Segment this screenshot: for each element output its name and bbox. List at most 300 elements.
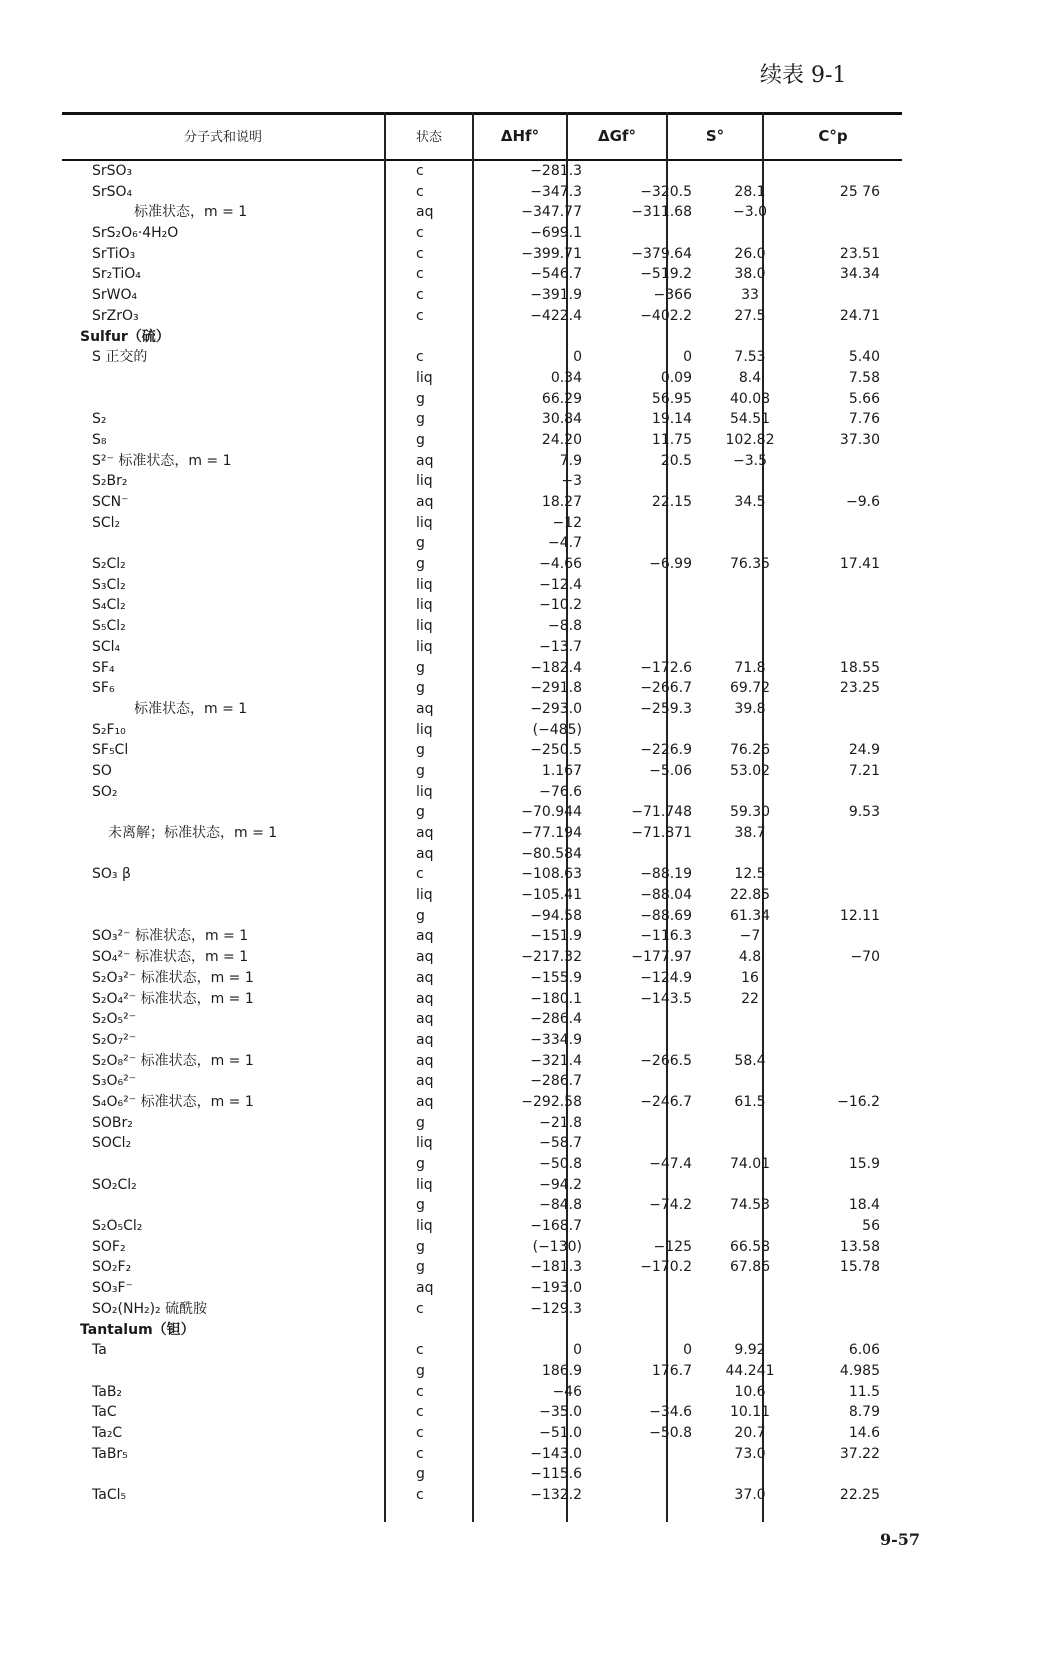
cell-cp: 5.66: [848, 390, 880, 407]
cell-name: TaB₂: [92, 1383, 123, 1400]
cell-name: SO₂: [92, 783, 118, 800]
cell-dg: −88.04: [640, 887, 692, 904]
cell-cp: 25 76: [839, 183, 880, 200]
cell-name: Ta: [92, 1342, 107, 1359]
cell-dh: −76.6: [539, 783, 582, 800]
cell-dh: −546.7: [530, 266, 582, 283]
cell-dh: −321.4: [530, 1052, 582, 1069]
header-s: S°: [705, 126, 725, 145]
cell-dh: −46: [552, 1383, 582, 1400]
table-row: [62, 823, 902, 844]
cell-state: liq: [416, 1176, 433, 1193]
cell-dg: −177.97: [631, 949, 692, 966]
cell-dh: −94.2: [539, 1176, 582, 1193]
cell-dh: −13.7: [539, 638, 582, 655]
cell-state: g: [416, 804, 425, 821]
cell-cp: 56: [862, 1218, 880, 1235]
table-row: [62, 1071, 902, 1092]
table-row: [62, 968, 902, 989]
cell-s: 7.53: [734, 349, 766, 366]
cell-state: liq: [416, 1218, 433, 1235]
cell-dg: −519.2: [640, 266, 692, 283]
cell-dg: −71.871: [631, 825, 692, 841]
cell-state: liq: [416, 369, 433, 386]
cell-s: 12.5: [734, 866, 766, 883]
table-row: [62, 368, 902, 389]
cell-dg: −320.5: [640, 183, 692, 200]
cell-dh: 186.9: [541, 1362, 582, 1379]
table-row: [62, 244, 902, 265]
cell-dg: 0: [683, 349, 692, 366]
cell-state: g: [416, 390, 425, 407]
table-row: [62, 1361, 902, 1382]
cell-s: 71.8: [734, 659, 766, 676]
table-row: [62, 1299, 902, 1320]
cell-state: liq: [416, 576, 433, 593]
table-row: [62, 616, 902, 637]
cell-name: S₄O₆²⁻ 标准状态，m = 1: [92, 1093, 254, 1110]
cell-name: SCl₂: [92, 514, 121, 531]
cell-dh: −94.58: [530, 907, 582, 924]
cell-state: c: [416, 1424, 424, 1441]
cell-dh: 30.84: [541, 411, 582, 428]
cell-dh: −108.63: [521, 866, 582, 883]
cell-s: 20.7: [734, 1424, 766, 1441]
cell-dg: 0: [683, 1342, 692, 1359]
cell-cp: −16.2: [837, 1093, 880, 1110]
cell-name: TaC: [92, 1404, 117, 1421]
cell-state: aq: [416, 1280, 434, 1297]
table-row: [62, 161, 902, 182]
cell-name: SO₃ β: [92, 866, 131, 883]
cell-dh: −281.3: [530, 163, 582, 179]
cell-cp: 7.76: [848, 411, 880, 428]
cell-state: aq: [416, 825, 434, 841]
cell-name: SrWO₄: [92, 287, 138, 304]
cell-dh: −58.7: [539, 1135, 582, 1152]
cell-dh: 24.20: [541, 431, 582, 448]
cell-state: liq: [416, 618, 433, 635]
table-row: [62, 1009, 902, 1030]
cell-state: aq: [416, 1031, 434, 1048]
table-row: [62, 761, 902, 782]
cell-state: c: [416, 1445, 424, 1462]
table-row: [62, 844, 902, 865]
cell-cp: 11.5: [848, 1383, 880, 1400]
cell-cp: 23.51: [839, 245, 880, 262]
cell-state: g: [416, 431, 425, 448]
table-row: [62, 1154, 902, 1175]
cell-name: SO₂Cl₂: [92, 1176, 137, 1193]
cell-dh: 1.167: [541, 762, 582, 779]
cell-dh: −155.9: [530, 969, 582, 986]
table-row: [62, 451, 902, 472]
cell-s: 10.6: [734, 1383, 766, 1400]
table-row: [62, 926, 902, 947]
cell-name: S₂F₁₀: [92, 721, 126, 738]
cell-dh: −182.4: [530, 659, 582, 676]
cell-dh: −3: [561, 473, 582, 490]
cell-state: c: [416, 266, 424, 283]
cell-name: SO₃F⁻: [92, 1280, 133, 1297]
table-row: [62, 1340, 902, 1361]
table-row: [62, 947, 902, 968]
cell-cp: 37.22: [839, 1445, 880, 1462]
cell-state: g: [416, 411, 425, 428]
cell-dg: 11.75: [651, 431, 692, 448]
cell-cp: −9.6: [846, 494, 880, 510]
cell-state: liq: [416, 783, 433, 800]
cell-s: 22.85: [729, 887, 771, 904]
cell-cp: 9.53: [848, 804, 880, 821]
cell-cp: 24.9: [848, 742, 880, 759]
cell-s: 74.53: [729, 1197, 771, 1214]
cell-name: S₂Cl₂: [92, 556, 126, 573]
cell-dh: −422.4: [530, 307, 582, 324]
cell-dh: −347.3: [530, 183, 582, 200]
table-row: [62, 1402, 902, 1423]
cell-cp: 7.21: [848, 762, 880, 779]
cell-state: aq: [416, 1011, 434, 1028]
cell-state: c: [416, 1487, 424, 1503]
table-row: [62, 637, 902, 658]
cell-dg: 0.09: [660, 369, 692, 386]
cell-cp: 8.79: [848, 1404, 880, 1421]
cell-state: c: [416, 1300, 424, 1317]
cell-dh: −70.944: [521, 804, 582, 821]
cell-cp: 37.30: [839, 431, 880, 448]
cell-state: liq: [416, 473, 433, 490]
cell-s: 44.241: [725, 1362, 775, 1379]
cell-cp: 12.11: [839, 907, 880, 924]
cell-dh: −12: [552, 514, 582, 531]
cell-dh: 0: [573, 1342, 582, 1359]
cell-state: g: [416, 1197, 425, 1214]
cell-state: liq: [416, 721, 433, 738]
cell-s: 102.82: [725, 431, 775, 448]
cell-s: 33: [741, 287, 759, 304]
cell-name: S₃Cl₂: [92, 576, 126, 593]
cell-name: SO₃²⁻ 标准状态，m = 1: [92, 928, 249, 945]
cell-dh: 18.27: [541, 494, 582, 510]
table-row: [62, 678, 902, 699]
cell-cp: 13.58: [839, 1238, 880, 1255]
cell-name: 未离解；标准状态，m = 1: [108, 825, 278, 841]
header-state: 状态: [415, 130, 442, 145]
table-row: [62, 595, 902, 616]
cell-dg: 19.14: [651, 411, 692, 428]
cell-state: g: [416, 556, 425, 573]
cell-cp: 4.985: [839, 1362, 880, 1379]
cell-dg: −5.06: [649, 762, 692, 779]
table-row: [62, 1237, 902, 1258]
table-row: [62, 864, 902, 885]
cell-state: g: [416, 1156, 425, 1172]
cell-dh: −181.3: [530, 1259, 582, 1276]
cell-s: 27.5: [734, 307, 766, 324]
table-row: [62, 1216, 902, 1237]
cell-dh: −80.584: [521, 845, 582, 862]
cell-state: c: [416, 1383, 424, 1400]
cell-s: 38.7: [734, 825, 766, 841]
cell-name: S 正交的: [92, 349, 148, 366]
cell-state: liq: [416, 597, 433, 614]
cell-dh: −180.1: [530, 990, 582, 1007]
cell-dh: −8.8: [548, 618, 582, 635]
cell-name: Tantalum（钽）: [80, 1321, 195, 1338]
cell-dg: 56.95: [651, 390, 692, 407]
cell-name: SOCl₂: [92, 1135, 132, 1152]
cell-dh: −347.77: [521, 204, 582, 221]
cell-state: c: [416, 349, 424, 366]
cell-state: g: [416, 1362, 425, 1379]
header-cp: C°p: [818, 126, 848, 145]
table-row: [62, 306, 902, 327]
cell-s: 61.5: [734, 1093, 766, 1110]
table-row: [62, 720, 902, 741]
cell-dh: −21.8: [539, 1114, 582, 1131]
table-row: [62, 285, 902, 306]
cell-dg: −266.5: [640, 1052, 692, 1069]
table-row: [62, 1113, 902, 1134]
cell-s: 8.4: [738, 369, 762, 386]
cell-name: SrZrO₃: [92, 307, 139, 324]
cell-s: 54.51: [729, 411, 771, 428]
cell-name: S₂: [92, 411, 107, 428]
cell-dh: −399.71: [521, 245, 582, 262]
cell-cp: 24.71: [839, 307, 880, 324]
cell-name: Sulfur（硫）: [80, 328, 170, 345]
cell-dh: −105.41: [521, 887, 582, 904]
cell-state: aq: [416, 949, 434, 966]
cell-dg: 176.7: [651, 1362, 692, 1379]
cell-dh: −292.58: [521, 1093, 582, 1110]
cell-cp: 15.78: [839, 1259, 880, 1276]
cell-dg: −88.19: [640, 866, 692, 883]
table-row: [62, 347, 902, 368]
table-row: [62, 1382, 902, 1403]
cell-name: SF₄: [92, 659, 115, 676]
cell-s: 28.1: [734, 183, 766, 200]
cell-dg: −6.99: [649, 556, 692, 573]
cell-dg: −50.8: [649, 1424, 692, 1441]
cell-dh: 0: [573, 349, 582, 366]
cell-dh: −193.0: [530, 1280, 582, 1297]
cell-name: SrTiO₃: [92, 245, 136, 262]
cell-name: Sr₂TiO₄: [92, 266, 141, 283]
cell-state: g: [416, 1466, 425, 1483]
cell-state: aq: [416, 969, 434, 986]
cell-dg: −74.2: [649, 1197, 692, 1214]
cell-name: SOBr₂: [92, 1114, 133, 1131]
table-row: [62, 658, 902, 679]
cell-state: c: [416, 1342, 424, 1359]
cell-s: 69.72: [729, 680, 771, 697]
cell-dh: −35.0: [539, 1404, 582, 1421]
cell-state: c: [416, 307, 424, 324]
cell-dg: −311.68: [631, 204, 692, 221]
cell-s: 16: [741, 969, 759, 986]
table-row: [62, 533, 902, 554]
cell-state: c: [416, 183, 424, 200]
cell-name: SF₅Cl: [92, 742, 129, 759]
table-row: [62, 575, 902, 596]
cell-state: g: [416, 1259, 425, 1276]
cell-dh: −334.9: [530, 1031, 582, 1048]
cell-s: 61.34: [729, 907, 771, 924]
cell-state: liq: [416, 514, 433, 531]
table-row: [62, 1444, 902, 1465]
cell-name: SrSO₄: [92, 183, 133, 200]
cell-state: g: [416, 907, 425, 924]
cell-name: 标准状态，m = 1: [134, 700, 248, 717]
cell-s: 73.0: [734, 1445, 766, 1462]
table-row: [62, 802, 902, 823]
cell-dh: −77.194: [521, 825, 582, 841]
cell-s: 74.01: [729, 1156, 771, 1172]
cell-s: 58.4: [734, 1052, 766, 1069]
cell-cp: 5.40: [848, 349, 880, 366]
cell-s: 22: [741, 990, 759, 1007]
cell-cp: 22.25: [839, 1487, 880, 1503]
cell-state: aq: [416, 1052, 434, 1069]
cell-cp: −70: [850, 949, 880, 966]
cell-state: g: [416, 762, 425, 779]
cell-dh: (−130): [532, 1238, 582, 1255]
cell-state: aq: [416, 1093, 434, 1110]
cell-name: SOF₂: [92, 1238, 126, 1255]
cell-state: aq: [416, 452, 434, 469]
cell-cp: 15.9: [848, 1156, 880, 1172]
cell-dh: −168.7: [530, 1218, 582, 1235]
table-row: [62, 202, 902, 223]
cell-dh: −12.4: [539, 576, 582, 593]
cell-dh: −293.0: [530, 700, 582, 717]
cell-dh: 7.9: [559, 452, 582, 469]
cell-name: S₂O₈²⁻ 标准状态，m = 1: [92, 1052, 254, 1069]
header-name: 分子式和说明: [183, 130, 262, 145]
table-row: [62, 1092, 902, 1113]
cell-name: SO₂F₂: [92, 1259, 132, 1276]
table-row: [62, 492, 902, 513]
cell-s: 26.0: [734, 245, 766, 262]
cell-s: 76.35: [729, 556, 771, 573]
cell-state: g: [416, 680, 425, 697]
cell-name: S₈: [92, 431, 107, 448]
cell-cp: 7.58: [848, 369, 880, 386]
cell-dh: −143.0: [530, 1445, 582, 1462]
cell-s: 38.0: [734, 266, 766, 283]
cell-s: −3.5: [733, 452, 767, 469]
cell-dg: −170.2: [640, 1259, 692, 1276]
cell-dh: −4.66: [539, 556, 582, 573]
cell-s: 59.30: [729, 804, 771, 821]
cell-dh: −84.8: [539, 1197, 582, 1214]
cell-name: SrSO₃: [92, 163, 133, 179]
cell-s: 37.0: [734, 1487, 766, 1503]
cell-state: c: [416, 225, 424, 242]
cell-state: aq: [416, 1073, 434, 1090]
cell-name: S₃O₆²⁻: [92, 1073, 137, 1090]
table-row: [62, 264, 902, 285]
table-row: [62, 1257, 902, 1278]
cell-name: SF₆: [92, 680, 115, 697]
cell-name: SO: [92, 762, 112, 779]
table-row: [62, 699, 902, 720]
cell-dg: −116.3: [640, 928, 692, 945]
table-row: [62, 430, 902, 451]
table-row: [62, 1485, 902, 1506]
cell-dg: −402.2: [640, 307, 692, 324]
cell-dh: −115.6: [530, 1466, 582, 1483]
cell-s: 9.92: [734, 1342, 766, 1359]
cell-dg: −143.5: [640, 990, 692, 1007]
cell-state: g: [416, 1238, 425, 1255]
cell-s: 34.5: [734, 494, 766, 510]
table-row: [62, 1175, 902, 1196]
cell-state: g: [416, 535, 425, 552]
cell-s: 67.86: [729, 1259, 771, 1276]
cell-cp: 14.6: [848, 1424, 880, 1441]
table-row: [62, 1423, 902, 1444]
cell-name: S₅Cl₂: [92, 618, 126, 635]
cell-dh: −286.7: [530, 1073, 582, 1090]
cell-cp: 6.06: [848, 1342, 880, 1359]
cell-dh: −50.8: [539, 1156, 582, 1172]
cell-cp: 23.25: [839, 680, 880, 697]
cell-dg: −266.7: [640, 680, 692, 697]
cell-name: TaCl₅: [92, 1487, 127, 1503]
page-number: 9-57: [880, 1530, 921, 1549]
cell-s: −7: [739, 928, 761, 945]
cell-dg: −88.69: [640, 907, 692, 924]
cell-dg: 22.15: [651, 494, 692, 510]
table-row: [62, 885, 902, 906]
cell-name: SrS₂O₆·4H₂O: [92, 225, 179, 242]
cell-state: aq: [416, 845, 434, 862]
table-row: [62, 223, 902, 244]
cell-dh: −699.1: [530, 225, 582, 242]
cell-state: liq: [416, 1135, 433, 1152]
cell-s: 4.8: [738, 949, 762, 966]
cell-dh: −151.9: [530, 928, 582, 945]
cell-dh: −51.0: [539, 1424, 582, 1441]
cell-s: 10.11: [729, 1404, 771, 1421]
cell-cp: 18.55: [839, 659, 880, 676]
cell-cp: 18.4: [848, 1197, 880, 1214]
cell-state: g: [416, 659, 425, 676]
cell-s: 66.58: [729, 1238, 771, 1255]
cell-name: S₂O₃²⁻ 标准状态，m = 1: [92, 969, 254, 986]
table-row: [62, 1320, 902, 1341]
cell-dg: −71.748: [631, 804, 692, 821]
cell-dg: −47.4: [649, 1156, 692, 1172]
cell-dh: −132.2: [530, 1487, 582, 1503]
header-dg: ΔGf°: [598, 126, 636, 145]
cell-name: TaBr₅: [92, 1445, 128, 1462]
cell-dg: −259.3: [640, 700, 692, 717]
cell-dg: −172.6: [640, 659, 692, 676]
table-row: [62, 1195, 902, 1216]
cell-name: S₂O₄²⁻ 标准状态，m = 1: [92, 990, 254, 1007]
cell-dg: −125: [653, 1238, 692, 1255]
cell-name: SO₂(NH₂)₂ 硫酰胺: [92, 1300, 208, 1317]
cell-state: c: [416, 1404, 424, 1421]
table-row: [62, 989, 902, 1010]
cell-s: 76.26: [729, 742, 771, 759]
cell-state: liq: [416, 887, 433, 904]
cell-s: 39.8: [734, 700, 766, 717]
